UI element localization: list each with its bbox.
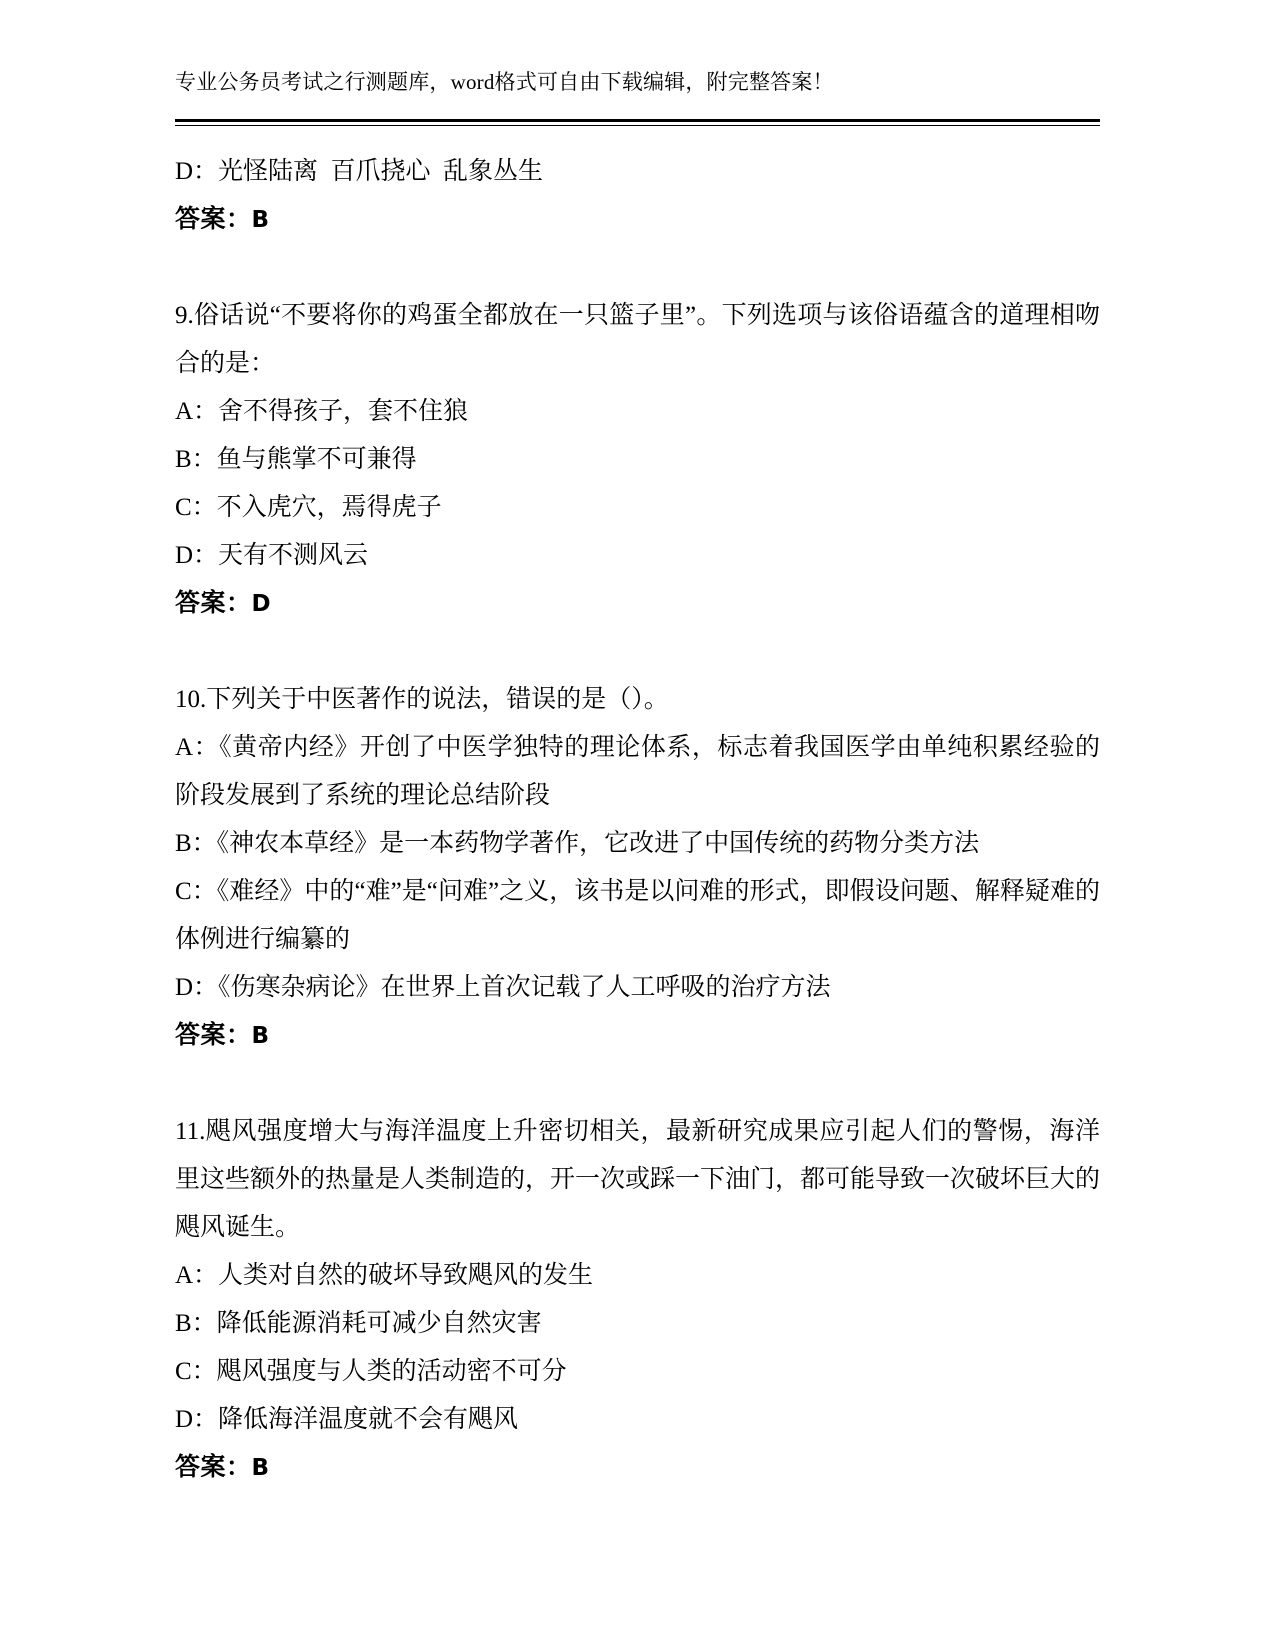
answer-value: D [251,591,272,618]
answer-line [175,1012,1100,1060]
option-line: D：天有不测风云 [175,542,369,570]
answer-line [175,580,1100,628]
block-spacer [175,1060,1100,1108]
option-line: C：《难经》中的“难”是“问难”之义，该书是以问难的形式，即假设问题、解释疑难的体例进行编纂的 [175,878,1100,954]
option-line: B：降低能源消耗可减少自然灾害 [175,1310,542,1338]
option-line: D：光怪陆离 百爪挠心 乱象丛生 [175,158,544,186]
option-line: D：降低海洋温度就不会有飓风 [175,1406,519,1434]
question-stem: 9.俗话说“不要将你的鸡蛋全都放在一只篮子里”。下列选项与该俗语蕴含的道理相吻合的是： [175,302,1100,378]
answer-value: B [251,1455,270,1482]
option-line: B：《神农本草经》是一本药物学著作，它改进了中国传统的药物分类方法 [175,830,980,858]
option-line: A：舍不得孩子，套不住狼 [175,398,469,426]
block-spacer [175,244,1100,292]
option-line: C：不入虎穴，焉得虎子 [175,494,442,522]
answer-line [175,196,1100,244]
option-line: A：《黄帝内经》开创了中医学独特的理论体系，标志着我国医学由单纯积累经验的阶段发展到了系统的理论总结阶段 [175,734,1100,810]
option-line: B：鱼与熊掌不可兼得 [175,446,417,474]
option-line: C：飓风强度与人类的活动密不可分 [175,1358,567,1386]
answer-label: 答案： [175,206,252,234]
answer-label: 答案： [175,1454,252,1482]
answer-label: 答案： [175,590,252,618]
answer-value: B [251,207,270,234]
block-spacer [175,628,1100,676]
answer-label: 答案： [175,1022,252,1050]
answer-line [175,1444,1100,1492]
question-stem: 10.下列关于中医著作的说法，错误的是（）。 [175,686,669,714]
option-line: D：《伤寒杂病论》在世界上首次记载了人工呼吸的治疗方法 [175,974,831,1002]
page-header-banner: 专业公务员考试之行测题库，word格式可自由下载编辑，附完整答案！ [175,70,834,94]
header-divider [175,119,1100,126]
option-line: A：人类对自然的破坏导致飓风的发生 [175,1262,594,1290]
answer-value: B [251,1023,270,1050]
question-stem: 11.飓风强度增大与海洋温度上升密切相关，最新研究成果应引起人们的警惕，海洋里这些额外的热量是人类制造的，开一次或踩一下油门，都可能导致一次破坏巨大的飓风诞生。 [175,1118,1101,1242]
document-body [175,126,1100,1492]
